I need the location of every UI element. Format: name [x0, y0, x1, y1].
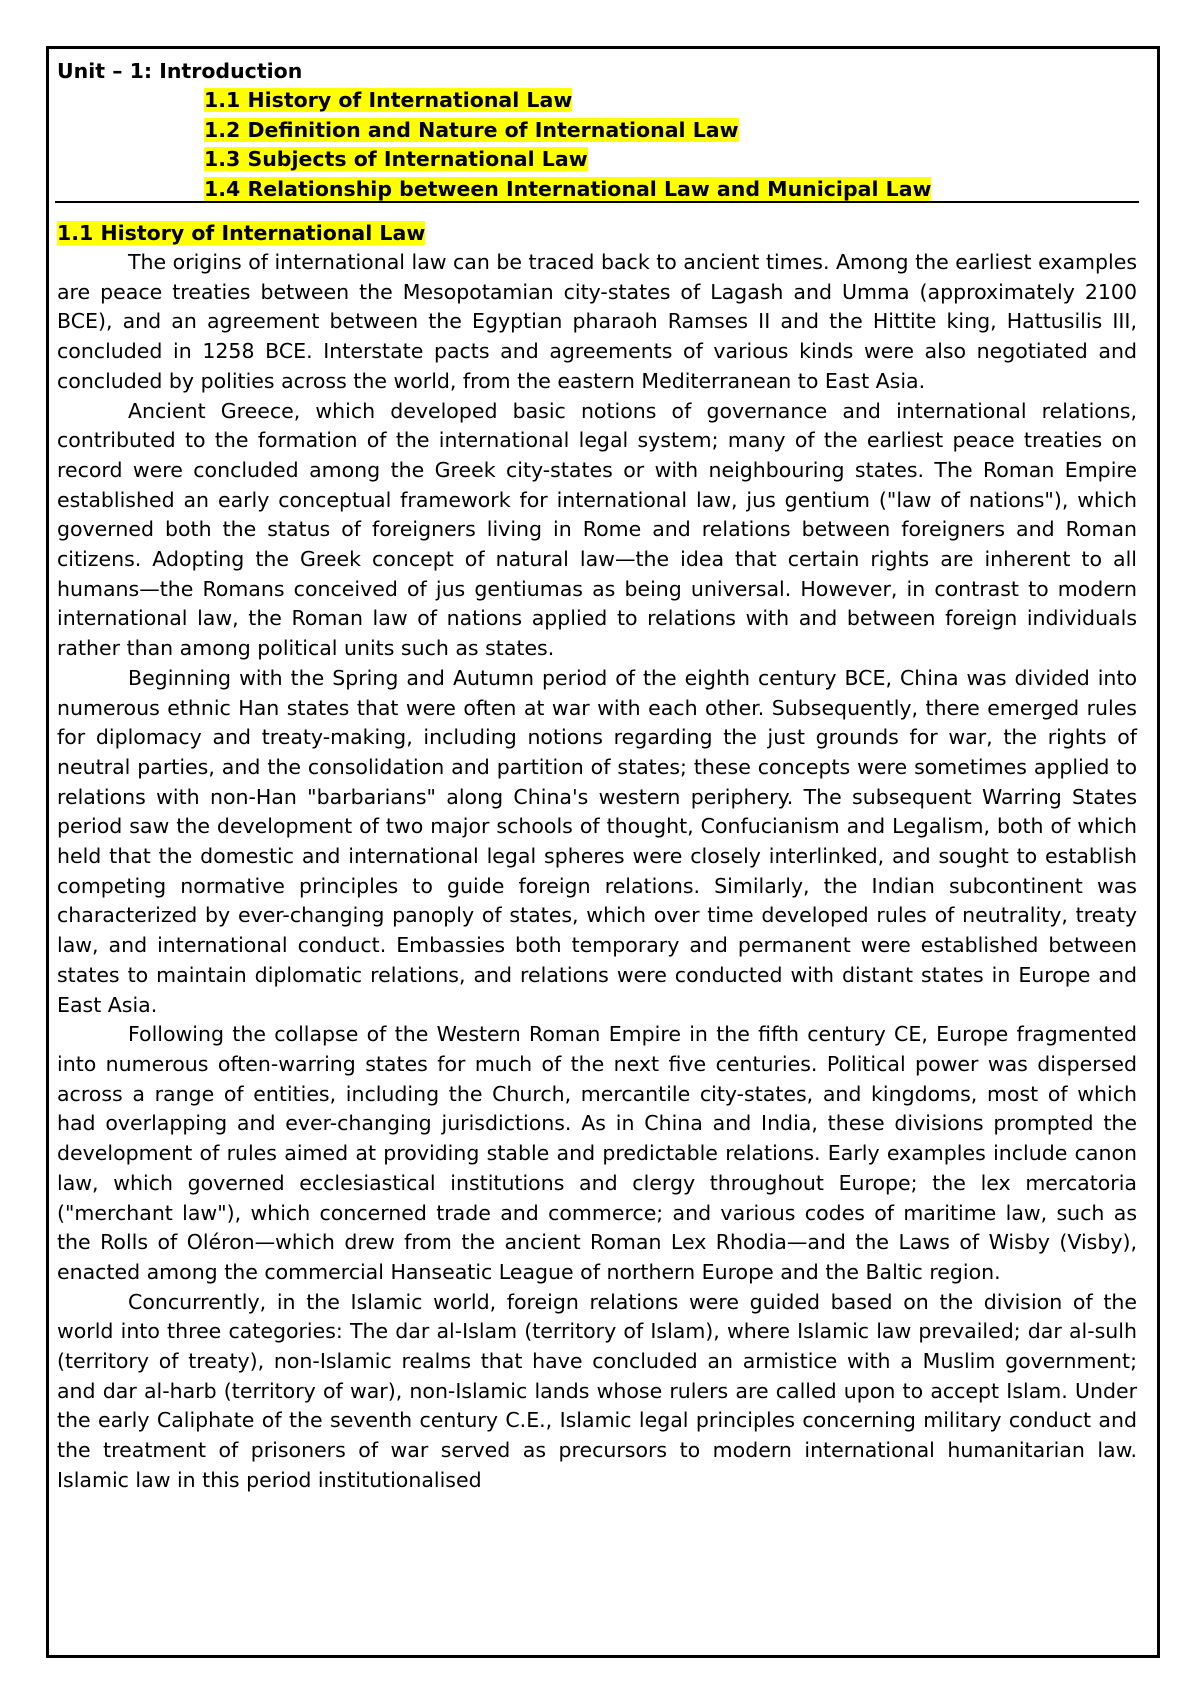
section-body	[57, 218, 1137, 1496]
paragraph: Following the collapse of the Western Roman Empire in the fifth century CE, Europe fragmented into numerous often-warring states for much of the next five centuries. Political power was dispersed across a range of entities, including the Church, mercantile city-states, and kingdoms, most of which had overlapping and ever-changing jurisdictions. As in China and India, these divisions prompted the development of rules aimed at providing stable and predictable relations. Early examples include canon law, which governed ecclesiastical institutions and clergy throughout Europe; the lex mercatoria ("merchant law"), which concerned trade and commerce; and various codes of maritime law, such as the Rolls of Oléron—which drew from the ancient Roman Lex Rhodia—and the Laws of Wisby (Visby), enacted among the commercial Hanseatic League of northern Europe and the Baltic region.	[57, 1022, 1137, 1284]
toc-item-label: 1.2 Definition and Nature of International Law	[204, 117, 739, 142]
paragraph: The origins of international law can be traced back to ancient times. Among the earliest examples are peace treaties between the Mesopotamian city-states of Lagash and Umma (approximately 2100 BCE), and an agreement between the Egyptian pharaoh Ramses II and the Hittite king, Hattusilis III, concluded in 1258 BCE. Interstate pacts and agreements of various kinds were also negotiated and concluded by polities across the world, from the eastern Mediterranean to East Asia.	[57, 250, 1137, 393]
toc-item	[204, 175, 1137, 205]
header-divider	[55, 201, 1139, 203]
paragraph: Concurrently, in the Islamic world, foreign relations were guided based on the division of the world into three categories: The dar al-Islam (territory of Islam), where Islamic law prevailed; dar al-sulh (territory of treaty), non-Islamic realms that have concluded an armistice with a Muslim government; and dar al-harb (territory of war), non-Islamic lands whose rulers are called upon to accept Islam. Under the early Caliphate of the seventh century C.E., Islamic legal principles concerning military conduct and the treatment of prisoners of war served as precursors to modern international humanitarian law. Islamic law in this period institutionalised	[57, 1289, 1137, 1492]
paragraph: Beginning with the Spring and Autumn period of the eighth century BCE, China was divided into numerous ethnic Han states that were often at war with each other. Subsequently, there emerged rules for diplomacy and treaty-making, including notions regarding the just grounds for war, the rights of neutral parties, and the consolidation and partition of states; these concepts were sometimes applied to relations with non-Han "barbarians" along China's western periphery. The subsequent Warring States period saw the development of two major schools of thought, Confucianism and Legalism, both of which held that the domestic and international legal spheres were closely interlinked, and sought to establish competing normative principles to guide foreign relations. Similarly, the Indian subcontinent was characterized by ever-changing panoply of states, which over time developed rules of neutrality, treaty law, and international conduct. Embassies both temporary and permanent were established between states to maintain diplomatic relations, and relations were conducted with distant states in Europe and East Asia.	[57, 665, 1137, 1017]
unit-header	[57, 56, 1137, 204]
toc-item-label: 1.3 Subjects of International Law	[204, 147, 588, 171]
table-of-contents	[57, 86, 1137, 204]
toc-item	[204, 145, 1137, 175]
paragraph: Ancient Greece, which developed basic notions of governance and international relations, contributed to the formation of the international legal system; many of the earliest peace treaties on record were concluded among the Greek city-states or with neighbouring states. The Roman Empire established an early conceptual framework for international law, jus gentium ("law of nations"), which governed both the status of foreigners living in Rome and relations between foreigners and Roman citizens. Adopting the Greek concept of natural law—the idea that certain rights are inherent to all humans—the Romans conceived of jus gentiumas as being universal. However, in contrast to modern international law, the Roman law of nations applied to relations with and between foreign individuals rather than among political units such as states.	[57, 398, 1137, 661]
section-heading-label: 1.1 History of International Law	[57, 221, 426, 245]
section-heading	[57, 218, 1137, 248]
toc-item	[204, 116, 1137, 146]
toc-item	[204, 86, 1137, 116]
toc-item-label: 1.4 Relationship between International Law and Municipal Law	[204, 176, 932, 201]
toc-item-label: 1.1 History of International Law	[204, 88, 573, 112]
unit-title: Unit – 1: Introduction	[57, 59, 303, 83]
